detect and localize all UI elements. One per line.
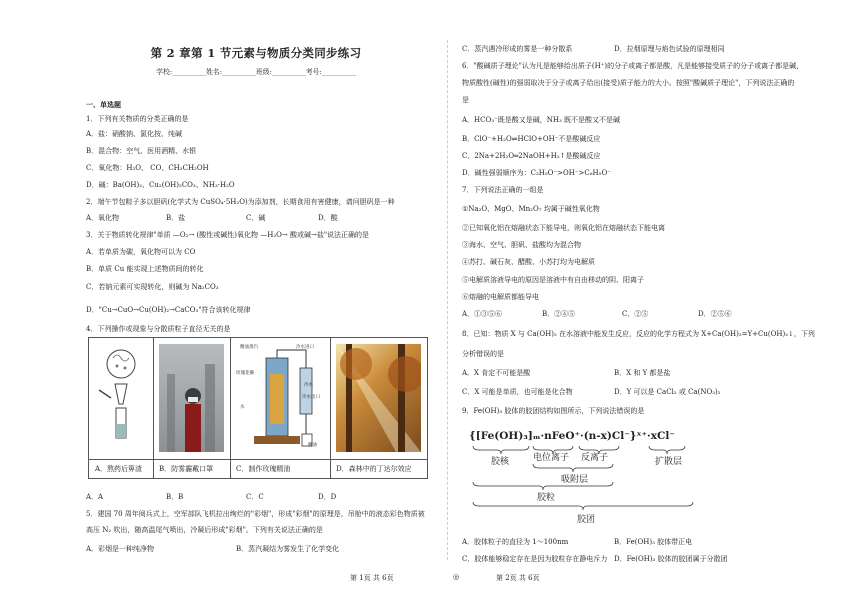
question-6-line3: 是: [462, 96, 469, 104]
question-5-line2: 高压 N₂ 吹出，随高温尾气喷出，冷凝后形成"彩烟"。下列有关说法正确的是: [86, 526, 323, 534]
q4-caption-d: D．森林中的丁达尔效应: [330, 459, 427, 479]
label-particle: 胶粒: [537, 493, 556, 503]
q7-statement-6: ⑥熔融的电解质都能导电: [462, 293, 539, 301]
q7-option-d: D．②⑤⑥: [698, 310, 732, 318]
q1-option-b: B．混合物：空气、医用酒精、水银: [86, 147, 197, 155]
q7-statement-2: ②已知氧化铝在熔融状态下能导电，则氧化铝在熔融状态下能电离: [462, 224, 665, 232]
question-1: 1．下列有关物质的分类正确的是: [86, 115, 189, 123]
q7-statement-3: ③海水、空气、胆矾、盐酸均为混合物: [462, 241, 581, 249]
q3-option-b: B．单质 Cu 能实现上述物质间的转化: [86, 265, 204, 273]
q8-option-c: C．X 可能是单质，也可能是化合物: [462, 388, 573, 396]
student-info-line: 学校:__________姓名:__________班级:__________考号:__________: [156, 68, 356, 76]
q2-option-b: B．盐: [166, 214, 186, 222]
question-4: 4．下列操作或现象与分散质粒子直径无关的是: [86, 325, 231, 333]
q4-cell-a: [89, 338, 154, 478]
q9-option-a: A．胶体粒子的直径为 1～100nm: [462, 538, 569, 546]
q4-option-a: A．A: [86, 493, 104, 501]
fig-label-vapor: 精油蒸汽: [240, 345, 258, 350]
q5-option-b: B．蒸汽凝结为雾发生了化学变化: [236, 545, 340, 553]
q8-option-a: A．X 肯定不可能是酸: [462, 369, 531, 377]
q4-option-c: C．C: [246, 493, 264, 501]
label-counter-ion: 反离子: [581, 453, 609, 463]
q7-option-b: B．②④⑤: [542, 310, 576, 318]
footer-page-right: 第 2页 共 6页: [496, 574, 540, 582]
q1-option-d: D．碱：Ba(OH)₂、Cu₂(OH)₂CO₃、NH₃·H₂O: [86, 181, 235, 189]
q5-option-c: C．蒸汽遇冷形成的雾是一种分散系: [462, 45, 573, 53]
q8-option-b: B．X 和 Y 都是盐: [614, 369, 671, 377]
q2-option-a: A．氧化物: [86, 214, 120, 222]
fig-label-cold-out: 冷水出口: [302, 395, 320, 400]
q4-option-d: D．D: [318, 493, 337, 501]
q9-option-b: B．Fe(OH)₃ 胶体带正电: [614, 538, 693, 546]
q7-statement-4: ④苏打、碱石灰、醋酸、小苏打均为电解质: [462, 258, 595, 266]
footer-center-mark: ◎: [453, 573, 460, 581]
page-title: 第 2 章第 1 节元素与物质分类同步练习: [150, 46, 362, 60]
q4-image-table: [88, 337, 428, 479]
q7-option-a: A．①③⑤⑥: [462, 310, 503, 318]
q5-option-d: D．拉烟原理与焰色试验的原理相同: [614, 45, 725, 53]
q6-option-d: D．碱性强弱顺序为：C₂H₅O⁻>OH⁻>C₆H₅O⁻: [462, 169, 611, 177]
fig-label-petals: 玫瑰花瓣: [236, 371, 254, 376]
q6-option-a: A．HCO₃⁻既是酸又是碱，NH₃ 既不是酸又不是碱: [462, 116, 621, 124]
colloid-formula: {[Fe(OH)₃]ₘ·nFeO⁺·(n-x)Cl⁻}ˣ⁺·xCl⁻: [469, 430, 675, 442]
fig-label-cold-in: 冷水进口: [296, 345, 314, 350]
q1-option-a: A．盐：硝酸钠、氯化按、纯碱: [86, 130, 183, 138]
q6-option-c: C．2Na+2H₂O═2NaOH+H₂↑是酸碱反应: [462, 152, 601, 160]
fig-label-oil: 精油: [308, 443, 317, 448]
q9-option-c: C．胶体能够稳定存在是因为胶粒存在静电斥力: [462, 555, 608, 563]
label-diffuse-layer: 扩散层: [655, 457, 683, 467]
column-divider: [447, 40, 448, 560]
q3-option-d: D．"Cu→CuO→Cu(OH)₂→CaCO₃"符合该转化规律: [86, 306, 251, 314]
section-heading: 一、单选题: [86, 100, 121, 109]
q4-cell-c: [230, 338, 331, 478]
distillation-figure: [236, 344, 324, 452]
question-8-line2: 分析错误的是: [462, 350, 504, 358]
herb-filter-figure: [95, 344, 147, 452]
question-7: 7．下列说法正确的一组是: [462, 186, 544, 194]
q9-option-d: D．Fe(OH)₃ 胶体的胶团属于分散团: [614, 555, 728, 563]
fig-label-water: 水: [240, 405, 245, 410]
footer-page-left: 第 1页 共 6页: [350, 574, 394, 582]
q1-option-c: C．氧化物：H₂O、 CO、CH₃CH₂OH: [86, 164, 209, 172]
q2-option-c: C．碱: [246, 214, 266, 222]
label-adsorption-layer: 吸附层: [561, 475, 589, 485]
question-5: 5．建国 70 周年阅兵式上，空军部队飞机拉出绚烂的"彩烟"，形成"彩烟"的原理是，吊舱中的液态彩色物质被: [86, 510, 425, 518]
q7-statement-5: ⑤电解质溶液导电的原因是溶液中有自由移动的阴、阳离子: [462, 276, 644, 284]
q4-cell-b: [153, 338, 231, 478]
question-2: 2．端午节包粽子多以胆矾(化学式为 CuSO₄·5H₂O)为添加剂，长期食用有害健康，请问胆矾是一种: [86, 198, 395, 206]
q4-option-b: B．B: [166, 493, 184, 501]
q3-option-c: C．若钠元素可实现转化，则碱为 Na₂CO₃: [86, 283, 219, 291]
colloid-structure-diagram: [467, 428, 717, 538]
q4-caption-a: A．熬药后箅渣: [89, 459, 153, 479]
q4-cell-d: [330, 338, 427, 478]
question-6: 6．"酸碱质子理论"认为凡是能够给出质子(H⁺)的分子或离子都是酸，凡是能够接受质子的分子或离子都是碱，: [462, 62, 804, 70]
q7-statement-1: ①Na₂O、MgO、Mn₂O₇ 均属于碱性氧化物: [462, 205, 600, 213]
left-column: [86, 0, 426, 580]
q2-option-d: D．酸: [318, 214, 338, 222]
question-6-line2: 物质酸性(碱性)的强弱取决于分子或离子给出(接受)质子能力的大小。按照"酸碱质子理论"，下列说法正确的: [462, 79, 795, 87]
q3-option-a: A．若单质为碳，氧化物可以为 CO: [86, 248, 196, 256]
question-9: 9．Fe(OH)₃ 胶体的胶团结构如图所示，下列说法错误的是: [462, 407, 645, 415]
fig-label-cold: 冷水: [304, 383, 313, 388]
smog-photo: [159, 344, 224, 452]
question-8: 8．已知：物质 X 与 Ca(OH)₂ 在水溶液中能发生反应，反应的化学方程式为 X+Ca(OH)₂=Y+Cu(OH)₂↓，下列: [462, 330, 815, 338]
question-3: 3．关于物质转化规律"单质 —O₂→ (酸性或碱性)氧化物 —H₂O→ 酸或碱→盐"说法正确的是: [86, 231, 370, 239]
q8-option-d: D．Y 可以是 CaCl₂ 或 Ca(NO₃)₂: [614, 388, 721, 396]
q4-caption-c: C．制作玫瑰精油: [230, 459, 330, 479]
q7-option-c: C．②⑤: [622, 310, 649, 318]
q5-option-a: A．彩烟是一种纯净物: [86, 545, 155, 553]
q6-option-b: B．ClO⁻+H₂O⇌HClO+OH⁻不是酸碱反应: [462, 135, 601, 143]
q4-caption-b: B．防雾霾戴口罩: [153, 459, 230, 479]
label-potential-ion: 电位离子: [533, 453, 570, 463]
label-micelle: 胶团: [577, 515, 596, 525]
label-core: 胶核: [491, 457, 510, 467]
forest-tyndall-photo: [336, 344, 421, 452]
